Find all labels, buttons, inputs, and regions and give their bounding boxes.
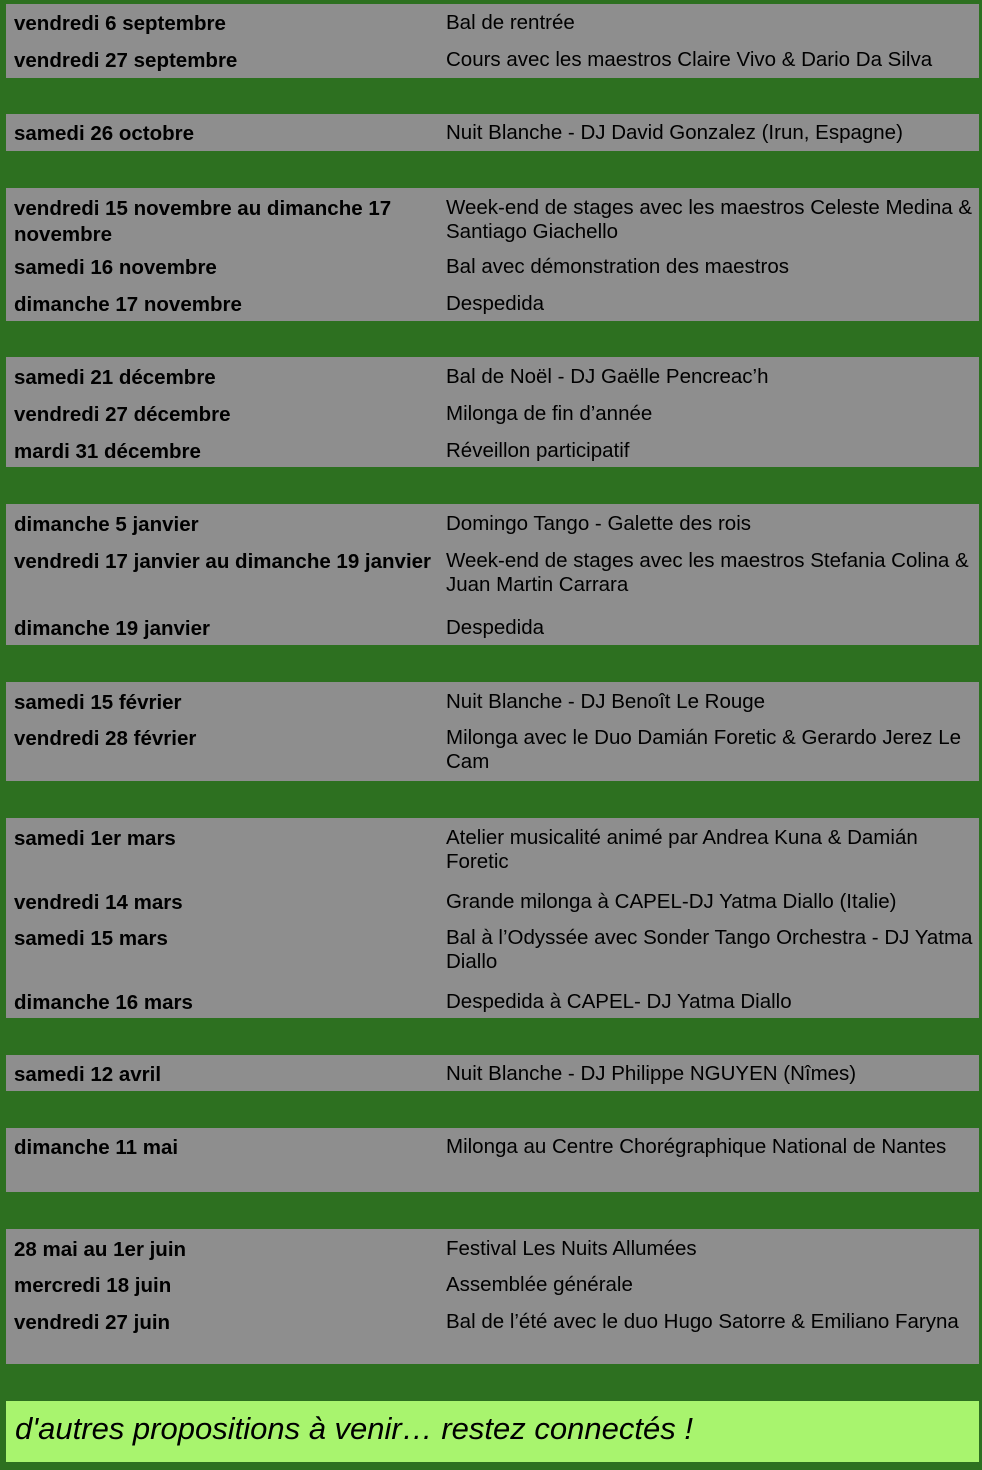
month-block-avril [6, 1055, 979, 1091]
footer-banner [6, 1401, 979, 1462]
event-date: samedi 12 avril [14, 1063, 162, 1086]
event-title: Bal de Noël - DJ Gaëlle Pencreac’h [446, 365, 769, 388]
month-block-mars [6, 818, 979, 1018]
footer-text: d'autres propositions à venir… restez connectés ! [15, 1411, 693, 1446]
event-title: Milonga avec le Duo Damián Foretic & Gerardo Jerez Le Cam [446, 726, 962, 773]
event-title: Réveillon participatif [446, 439, 630, 462]
event-title: Nuit Blanche - DJ David Gonzalez (Irun, Espagne) [446, 121, 903, 144]
event-date: samedi 16 novembre [14, 256, 217, 279]
month-block-mai [6, 1128, 979, 1192]
month-block-novembre [6, 188, 979, 321]
event-date: samedi 1er mars [14, 827, 176, 850]
event-title: Festival Les Nuits Allumées [446, 1237, 697, 1260]
month-block-octobre [6, 114, 979, 151]
event-title: Bal de l’été avec le duo Hugo Satorre & Emiliano Faryna [446, 1310, 959, 1333]
event-date: vendredi 14 mars [14, 891, 183, 914]
month-block-decembre [6, 357, 979, 467]
event-date: dimanche 5 janvier [14, 513, 199, 536]
event-date: dimanche 19 janvier [14, 617, 210, 640]
event-title: Despedida à CAPEL- DJ Yatma Diallo [446, 990, 792, 1013]
month-block-fevrier [6, 682, 979, 781]
event-title: Domingo Tango - Galette des rois [446, 512, 752, 535]
event-date: samedi 26 octobre [14, 122, 195, 145]
event-title: Milonga au Centre Chorégraphique National de Nantes [446, 1135, 947, 1158]
event-title: Grande milonga à CAPEL-DJ Yatma Diallo (Italie) [446, 890, 897, 913]
event-title: Despedida [446, 292, 545, 315]
event-title: Week-end de stages avec les maestros Celeste Medina & Santiago Giachello [446, 196, 973, 243]
event-date: vendredi 27 juin [14, 1311, 171, 1334]
event-date: vendredi 28 février [14, 727, 197, 750]
event-title: Week-end de stages avec les maestros Stefania Colina & Juan Martin Carrara [446, 549, 969, 596]
event-date: dimanche 11 mai [14, 1136, 179, 1159]
month-block-septembre [6, 4, 979, 78]
event-date: vendredi 15 novembre au dimanche 17 novembre [14, 197, 392, 246]
event-title: Bal avec démonstration des maestros [446, 255, 789, 278]
event-title: Nuit Blanche - DJ Benoît Le Rouge [446, 690, 766, 713]
event-title: Milonga de fin d’année [446, 402, 653, 425]
event-date: dimanche 16 mars [14, 991, 193, 1014]
event-date: vendredi 6 septembre [14, 12, 226, 35]
event-date: samedi 15 mars [14, 927, 168, 950]
month-block-janvier [6, 504, 979, 645]
event-date: vendredi 17 janvier au dimanche 19 janvier [14, 550, 432, 573]
event-date: dimanche 17 novembre [14, 293, 242, 316]
event-date: vendredi 27 septembre [14, 49, 238, 72]
event-title: Nuit Blanche - DJ Philippe NGUYEN (Nîmes) [446, 1062, 857, 1085]
event-title: Cours avec les maestros Claire Vivo & Dario Da Silva [446, 48, 933, 71]
event-date: vendredi 27 décembre [14, 403, 231, 426]
event-date: mercredi 18 juin [14, 1274, 172, 1297]
event-title: Atelier musicalité animé par Andrea Kuna & Damián Foretic [446, 826, 918, 873]
event-date: samedi 21 décembre [14, 366, 216, 389]
event-title: Assemblée générale [446, 1273, 633, 1296]
event-date: 28 mai au 1er juin [14, 1238, 187, 1261]
month-block-juin [6, 1229, 979, 1364]
event-title: Bal à l’Odyssée avec Sonder Tango Orchestra - DJ Yatma Diallo [446, 926, 973, 973]
event-date: mardi 31 décembre [14, 440, 201, 463]
event-title: Despedida [446, 616, 545, 639]
event-date: samedi 15 février [14, 691, 182, 714]
event-title: Bal de rentrée [446, 11, 575, 34]
